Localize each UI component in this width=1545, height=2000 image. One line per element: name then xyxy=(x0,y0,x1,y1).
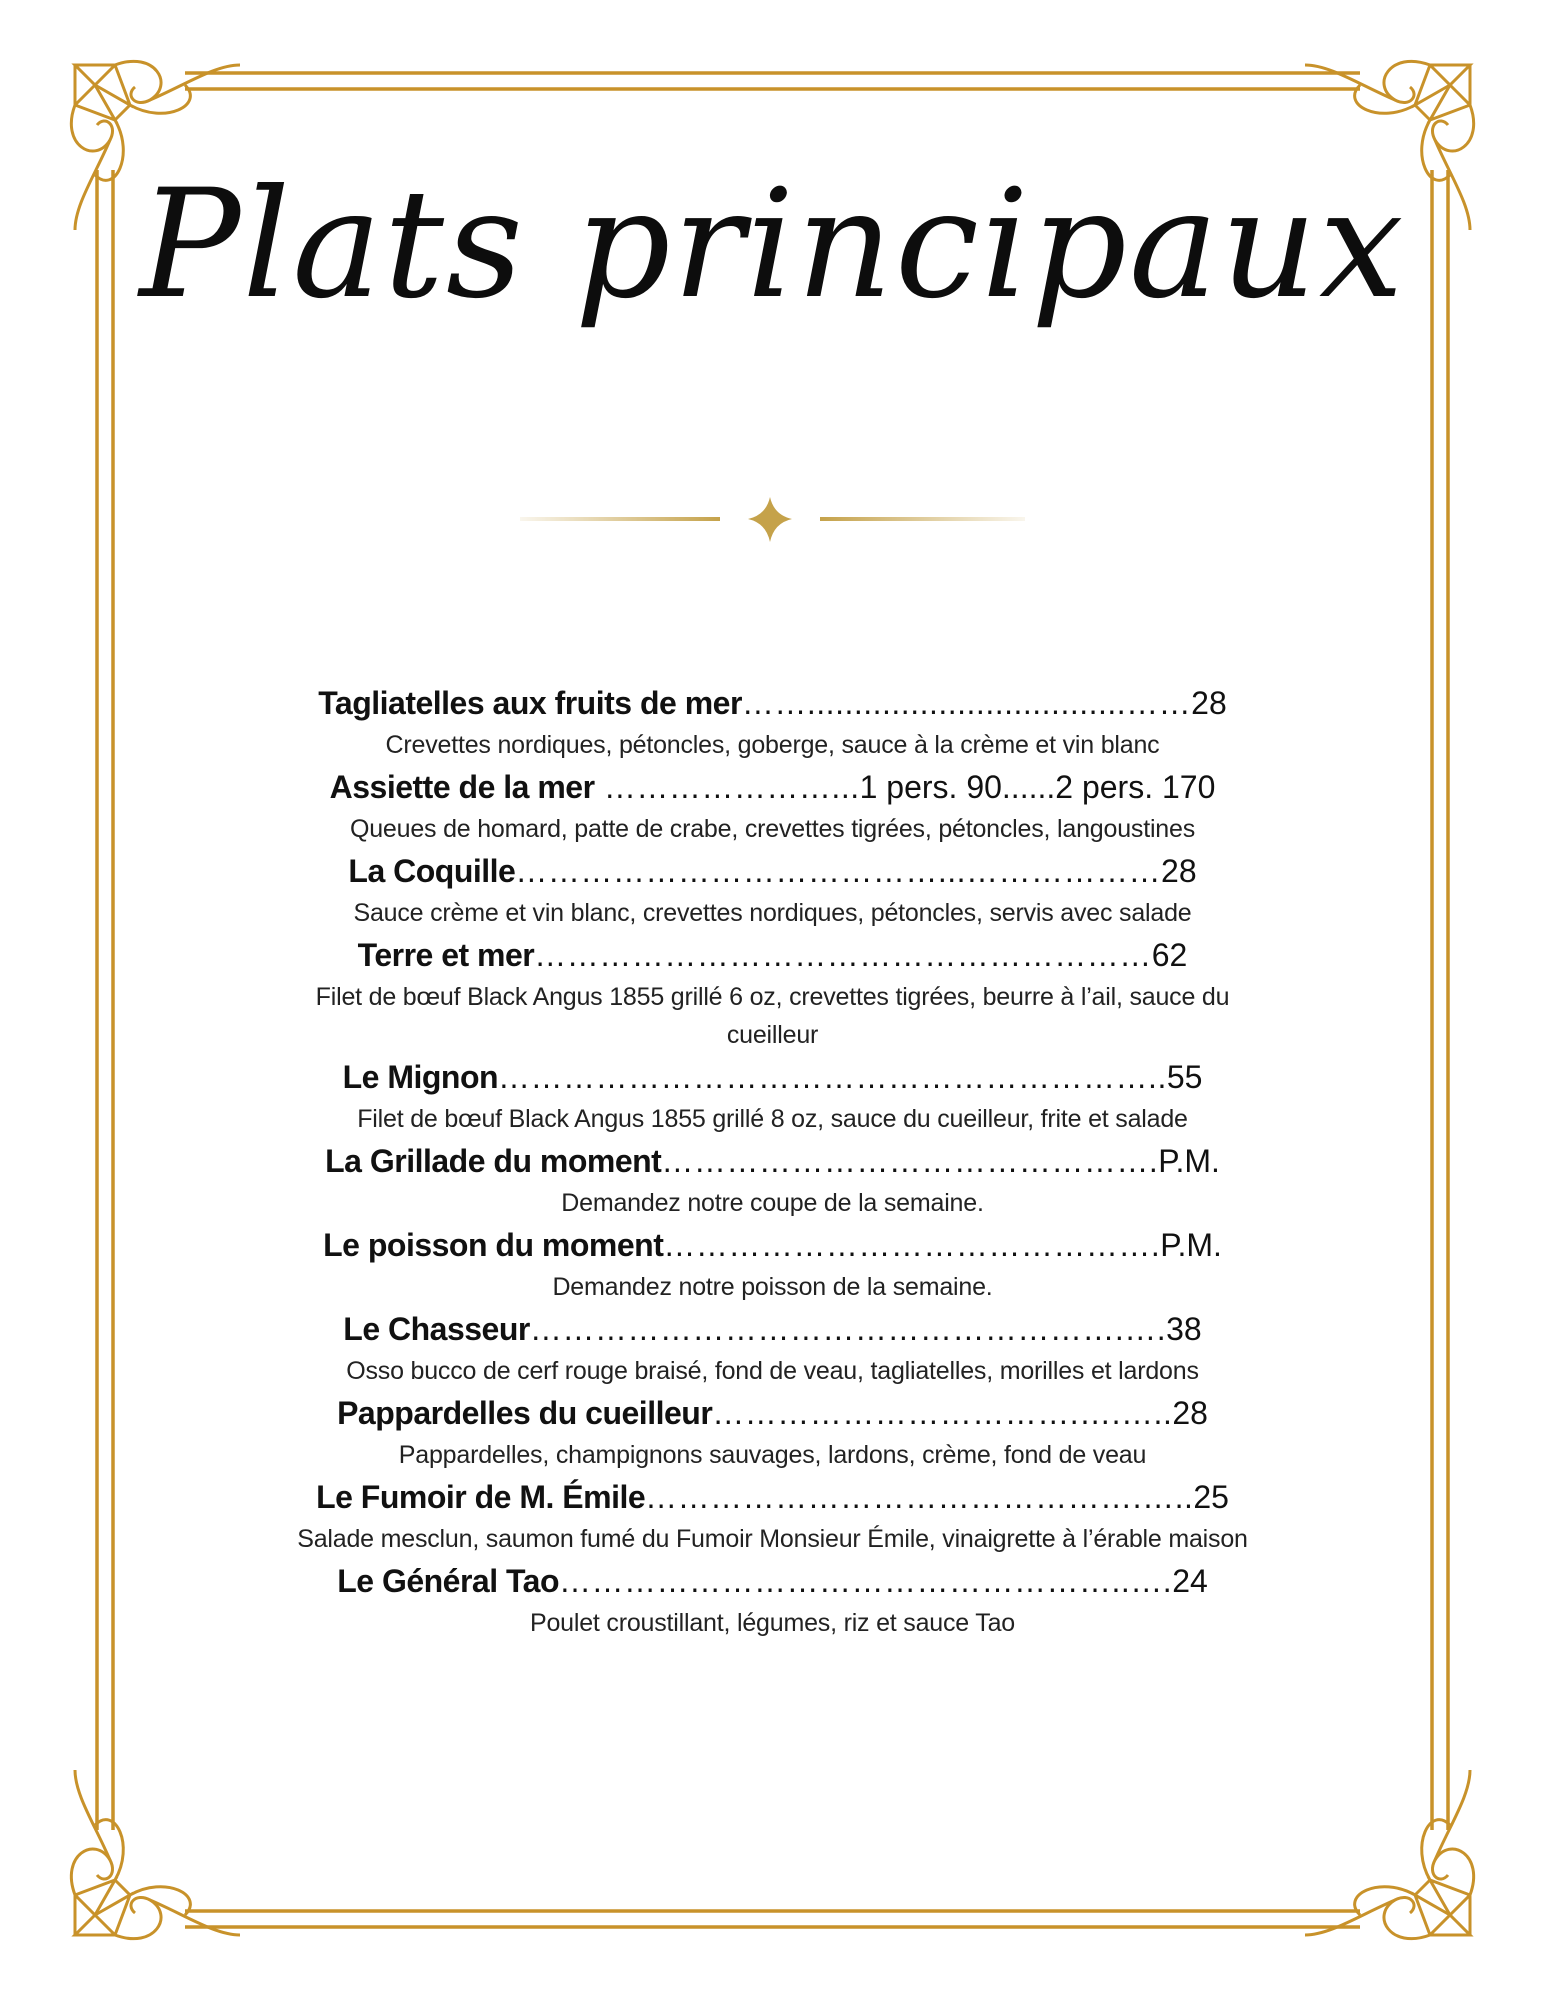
menu-item-line xyxy=(280,1306,1265,1352)
dish-price: 62 xyxy=(1151,937,1188,973)
dish-price: 55 xyxy=(1166,1059,1203,1095)
dot-leader: …………………………….….….. xyxy=(712,1395,1173,1431)
dish-description: Queues de homard, patte de crabe, crevettes tigrées, pétoncles, langoustines xyxy=(349,815,1196,843)
dish-description: Poulet croustillant, légumes, riz et sauce Tao xyxy=(529,1609,1016,1637)
dish-name: Terre et mer xyxy=(357,937,535,973)
menu-item-line xyxy=(280,1222,1265,1268)
dish-name: Le Fumoir de M. Émile xyxy=(316,1479,646,1515)
menu-item xyxy=(280,1558,1265,1642)
dish-name: La Coquille xyxy=(348,853,516,889)
menu-item-line xyxy=(280,1558,1265,1604)
menu-item xyxy=(280,680,1265,764)
dot-leader: ………………………………………. xyxy=(661,1143,1159,1179)
dish-description: Sauce crème et vin blanc, crevettes nordiques, pétoncles, servis avec salade xyxy=(353,899,1192,927)
menu-item-line xyxy=(280,1474,1265,1520)
dish-price: 38 xyxy=(1166,1311,1202,1347)
menu-item xyxy=(280,848,1265,932)
dish-description: Demandez notre poisson de la semaine. xyxy=(552,1273,993,1301)
menu-item xyxy=(280,1474,1265,1558)
dot-leader: …………………………………………………….. xyxy=(498,1059,1167,1095)
dish-name: Le Chasseur xyxy=(343,1311,530,1347)
dish-name: Le poisson du moment xyxy=(323,1227,664,1263)
dish-name: Pappardelles du cueilleur xyxy=(337,1395,713,1431)
dish-price: 24 xyxy=(1172,1563,1208,1599)
menu-list xyxy=(280,680,1265,1642)
menu-item xyxy=(280,1138,1265,1222)
dish-description: Demandez notre coupe de la semaine. xyxy=(561,1189,984,1217)
dot-leader: ……..................................…… xyxy=(741,685,1192,721)
menu-item xyxy=(280,1306,1265,1390)
dish-description: Filet de bœuf Black Angus 1855 grillé 6 oz, crevettes tigrées, beurre à l’ail, sauce du cueilleur xyxy=(315,983,1230,1049)
dish-price: 28 xyxy=(1191,685,1227,721)
dish-description: Crevettes nordiques, pétoncles, goberge, sauce à la crème et vin blanc xyxy=(385,731,1160,759)
dish-price: 25 xyxy=(1193,1479,1229,1515)
menu-item-line xyxy=(280,764,1265,810)
dish-price: 28 xyxy=(1161,853,1197,889)
menu-item-line xyxy=(280,680,1265,726)
dot-leader: ……………………………………………….…. xyxy=(529,1311,1167,1347)
menu-item xyxy=(280,764,1265,848)
dot-leader: ………………………………………. xyxy=(663,1227,1161,1263)
dot-leader: …………………... xyxy=(594,769,860,805)
menu-item xyxy=(280,1390,1265,1474)
dish-name: Le Mignon xyxy=(342,1059,499,1095)
dish-name: La Grillade du moment xyxy=(325,1143,662,1179)
dish-price: P.M. xyxy=(1158,1143,1220,1179)
menu-item-line xyxy=(280,848,1265,894)
menu-item-line xyxy=(280,1390,1265,1436)
dish-description: Filet de bœuf Black Angus 1855 grillé 8 oz, sauce du cueilleur, frite et salade xyxy=(357,1105,1188,1133)
menu-item-line xyxy=(280,1138,1265,1184)
dish-description: Pappardelles, champignons sauvages, lardons, crème, fond de veau xyxy=(398,1441,1147,1469)
star-divider xyxy=(520,495,1025,545)
dot-leader: ……………………………………………..…. xyxy=(559,1563,1173,1599)
dot-leader: ………………………………………………… xyxy=(534,937,1152,973)
menu-item-line xyxy=(280,1054,1265,1100)
dish-description: Salade mesclun, saumon fumé du Fumoir Monsieur Émile, vinaigrette à l’érable maison xyxy=(297,1525,1248,1553)
dish-price: P.M. xyxy=(1160,1227,1222,1263)
menu-item xyxy=(280,1222,1265,1306)
dot-leader: ……………………………………….….. xyxy=(645,1479,1194,1515)
dish-name: Tagliatelles aux fruits de mer xyxy=(318,685,742,721)
dish-description: Osso bucco de cerf rouge braisé, fond de veau, tagliatelles, morilles et lardons xyxy=(346,1357,1199,1385)
dish-price: 28 xyxy=(1172,1395,1208,1431)
dot-leader: …………………………………...……………… xyxy=(515,853,1162,889)
star-divider-icon xyxy=(748,497,792,542)
dish-name: Assiette de la mer xyxy=(329,769,595,805)
menu-item-line xyxy=(280,932,1265,978)
dish-price: 1 pers. 90......2 pers. 170 xyxy=(859,769,1216,805)
menu-item xyxy=(280,1054,1265,1138)
menu-item xyxy=(280,932,1265,1054)
page-title: Plats principaux xyxy=(139,158,1406,332)
dish-name: Le Général Tao xyxy=(337,1563,560,1599)
